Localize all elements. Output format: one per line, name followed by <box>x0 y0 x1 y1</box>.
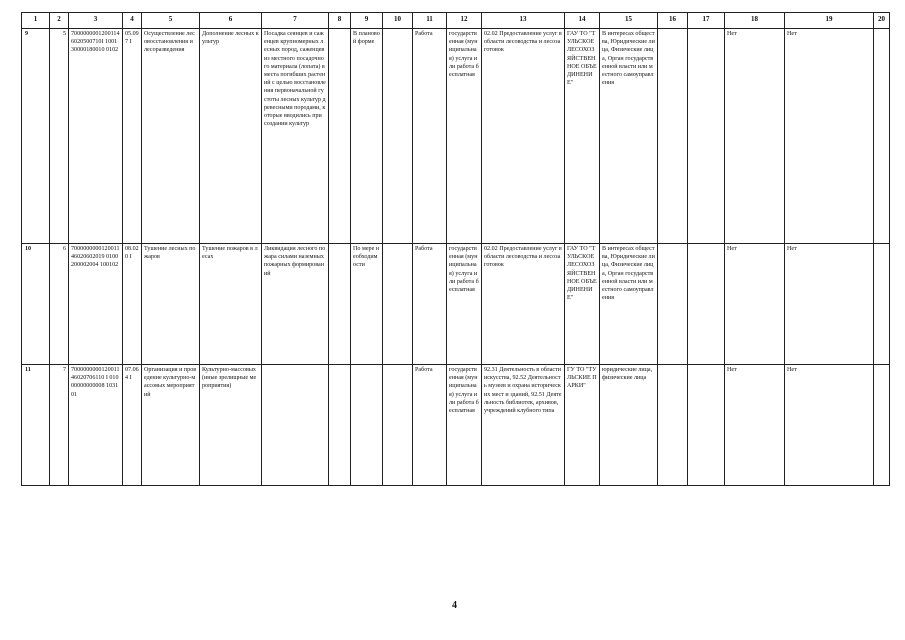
column-header: 17 <box>688 13 725 29</box>
column-header: 14 <box>565 13 600 29</box>
table-cell: 05.097 I <box>123 29 142 244</box>
table-cell <box>329 365 351 486</box>
table-cell <box>688 244 725 365</box>
table-cell <box>874 29 890 244</box>
table-cell: ГАУ ТО "ТУЛЬСКОЕ ЛЕСОХОЗЯЙСТВЕННОЕ ОБЪЕДИНЕНИЕ" <box>565 244 600 365</box>
table-cell <box>874 365 890 486</box>
column-header: 10 <box>383 13 413 29</box>
column-header: 5 <box>142 13 200 29</box>
column-header: 15 <box>600 13 658 29</box>
table-cell: Осуществление лесовосстановления и лесоразведения <box>142 29 200 244</box>
registry-table <box>21 12 890 486</box>
column-header: 18 <box>725 13 785 29</box>
column-header: 7 <box>262 13 329 29</box>
table-cell <box>383 365 413 486</box>
table-cell <box>383 244 413 365</box>
table-cell <box>262 365 329 486</box>
table-cell: государственная (муниципальная) услуга или работа бесплатная <box>447 29 482 244</box>
table-cell: Культурно-массовых (иные зрелищные мероприятия) <box>200 365 262 486</box>
table-cell: 7 <box>50 365 69 486</box>
table-cell: ГАУ ТО "ТУЛЬСКОЕ ЛЕСОХОЗЯЙСТВЕННОЕ ОБЪЕДИНЕНИЕ" <box>565 29 600 244</box>
table-cell: Дополнение лесных культур <box>200 29 262 244</box>
table-cell: По мере необходимости <box>351 244 383 365</box>
table-cell: 700000000012001146020706110 I 01000000000008 103101 <box>69 365 123 486</box>
column-header: 9 <box>351 13 383 29</box>
column-header: 19 <box>785 13 874 29</box>
header-row <box>22 13 890 29</box>
table-cell: 10 <box>22 244 50 365</box>
table-cell: Нет <box>725 365 785 486</box>
table-cell: В плановой форме <box>351 29 383 244</box>
column-header: 4 <box>123 13 142 29</box>
table-cell: 6 <box>50 244 69 365</box>
column-header: 13 <box>482 13 565 29</box>
table-cell: юридические лица, физические лица <box>600 365 658 486</box>
table-cell <box>688 365 725 486</box>
table-cell <box>688 29 725 244</box>
table-cell: 9 <box>22 29 50 244</box>
page-number: 4 <box>452 600 457 611</box>
table-cell: Тушение лесных пожаров <box>142 244 200 365</box>
table-cell: 92.31 Деятельность в области искусства, 92.52 Деятельность музеев и охрана исторических мест и зданий, 92.51 Деятельность библиотек, архивов, учреждений клубного типа <box>482 365 565 486</box>
table-cell: 02.02 Предоставление услуг в области лесоводства и лесозаготовок <box>482 29 565 244</box>
table-row <box>22 29 890 244</box>
table-cell: Ликвидация лесного пожара силами наземных пожарных формирований <box>262 244 329 365</box>
column-header: 16 <box>658 13 688 29</box>
column-header: 3 <box>69 13 123 29</box>
column-header: 11 <box>413 13 447 29</box>
table-cell <box>658 29 688 244</box>
column-header: 6 <box>200 13 262 29</box>
table-cell: Нет <box>785 365 874 486</box>
table-cell <box>658 244 688 365</box>
table-cell <box>874 244 890 365</box>
column-header: 20 <box>874 13 890 29</box>
table-cell: 07.064 I <box>123 365 142 486</box>
table-cell: Нет <box>785 29 874 244</box>
table-cell: 11 <box>22 365 50 486</box>
table-cell <box>383 29 413 244</box>
column-header: 1 <box>22 13 50 29</box>
table-cell: Тушение пожаров в лесах <box>200 244 262 365</box>
table-cell: Нет <box>785 244 874 365</box>
table-cell: государственная (муниципальная) услуга или работа бесплатная <box>447 244 482 365</box>
column-header: 8 <box>329 13 351 29</box>
table-row <box>22 244 890 365</box>
table-cell: 70000000012001146020500710I 100130000180010 0102 <box>69 29 123 244</box>
table-cell <box>351 365 383 486</box>
table-cell: Посадка сеянцев и саженцев крупномерных лесных пород, саженцев из местного посадочного материала (лопата) в места погибших растений с целью восстановления первоначальной густоты лесных культур древесными породами, которые вводились при создании культур <box>262 29 329 244</box>
table-cell <box>658 365 688 486</box>
table-cell: 08.020 I <box>123 244 142 365</box>
table-cell: 02.02 Предоставление услуг в области лесоводства и лесозаготовок <box>482 244 565 365</box>
table-cell: 700000000012001146020602019 0100200002004 100102 <box>69 244 123 365</box>
table-cell: Работа <box>413 29 447 244</box>
column-header: 12 <box>447 13 482 29</box>
column-header: 2 <box>50 13 69 29</box>
table-cell <box>329 244 351 365</box>
table-cell: Нет <box>725 244 785 365</box>
table-cell: 5 <box>50 29 69 244</box>
table-cell <box>329 29 351 244</box>
table-cell: Нет <box>725 29 785 244</box>
table-cell: государственная (муниципальная) услуга или работа бесплатная <box>447 365 482 486</box>
table-row <box>22 365 890 486</box>
table-cell: Организация и проведение культурно-массовых мероприятий <box>142 365 200 486</box>
table-cell: Работа <box>413 244 447 365</box>
table-cell: Работа <box>413 365 447 486</box>
table-cell: ГУ ТО "ТУЛЬСКИЕ ПАРКИ" <box>565 365 600 486</box>
table-cell: В интересах общества, Юридические лица, Физические лица, Орган государственной власти или местного самоуправления <box>600 29 658 244</box>
table-cell: В интересах общества, Юридические лица, Физические лица, Орган государственной власти или местного самоуправления <box>600 244 658 365</box>
